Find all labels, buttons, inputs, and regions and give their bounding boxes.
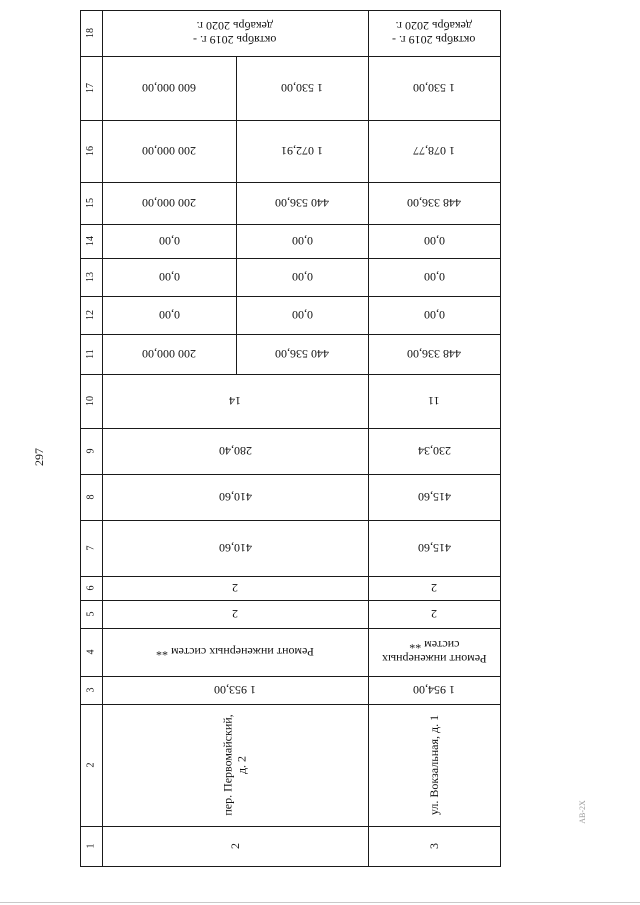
header-col-7-text: 7 (85, 545, 96, 551)
row-2-col-3-text: 1 953,00 (214, 683, 256, 697)
row-3-col-9 (368, 428, 500, 474)
row-3-col-5-text: 2 (431, 607, 437, 621)
row-2-col-7 (102, 520, 368, 576)
row-2-col-6 (102, 576, 368, 600)
row-2-col-15-a-text: 440 536,00 (275, 196, 329, 210)
header-col-7 (80, 520, 102, 576)
watermark: AB-2X (578, 800, 587, 824)
header-col-17-text: 17 (85, 83, 96, 93)
row-2-col-9 (102, 428, 368, 474)
row-3-col-3-text: 1 954,00 (413, 683, 455, 697)
row-2-col-2 (102, 704, 368, 826)
row-2-col-12-b-text: 0,00 (158, 308, 180, 322)
header-col-18-text: 18 (85, 28, 96, 38)
row-2-col-17-b (102, 56, 236, 120)
header-col-4-text: 4 (85, 649, 96, 655)
header-col-18 (80, 10, 102, 56)
row-3-col-1 (368, 826, 500, 866)
row-2-col-12-a (236, 296, 368, 334)
row-3-col-15 (368, 182, 500, 224)
row-2-col-14-b-text: 0,00 (158, 234, 180, 248)
row-2-col-14-b (102, 224, 236, 258)
header-col-5 (80, 600, 102, 628)
row-3-col-11 (368, 334, 500, 374)
row-3-col-13-text: 0,00 (423, 270, 445, 284)
row-2-col-16-a-text: 1 072,91 (281, 144, 323, 158)
row-2-col-15-a (236, 182, 368, 224)
header-col-6-text: 6 (85, 585, 96, 591)
row-2-col-16-a (236, 120, 368, 182)
row-2-col-8-text: 410,60 (218, 490, 252, 504)
row-2-col-1 (102, 826, 368, 866)
row-2-col-14-a-text: 0,00 (291, 234, 313, 248)
row-2-col-18-text: октябрь 2019 г. - декабрь 2020 г. (193, 19, 277, 47)
header-col-8-text: 8 (85, 494, 96, 500)
row-2-col-11-a (236, 334, 368, 374)
row-3-col-2-text: ул. Вокзальная, д. 1 (427, 714, 441, 816)
header-col-11-text: 11 (84, 349, 96, 359)
header-col-9 (80, 428, 102, 474)
row-3-col-10 (368, 374, 500, 428)
page-number: 297 (32, 448, 46, 466)
header-col-8 (80, 474, 102, 520)
row-3-col-9-text: 230,34 (417, 444, 451, 458)
row-2-col-1-text: 2 (228, 843, 242, 849)
row-2-col-8 (102, 474, 368, 520)
header-col-10 (80, 374, 102, 428)
header-col-14 (80, 224, 102, 258)
header-col-16-text: 16 (85, 146, 96, 156)
row-3-col-1-text: 3 (427, 843, 441, 849)
header-col-11 (80, 334, 102, 374)
row-2-col-13-a-text: 0,00 (291, 270, 313, 284)
row-2-col-4-text: Ремонт инженерных систем ** (156, 645, 314, 659)
row-2-col-4 (102, 628, 368, 676)
header-col-9-text: 9 (85, 448, 96, 454)
row-3-col-5 (368, 600, 500, 628)
row-3-col-17-text: 1 530,00 (413, 81, 455, 95)
row-3-col-15-text: 448 336,00 (407, 196, 461, 210)
header-col-16 (80, 120, 102, 182)
row-2-col-15-b (102, 182, 236, 224)
row-3-col-4-text: Ремонт инженерных систем ** (381, 638, 487, 666)
header-col-6 (80, 576, 102, 600)
row-3-col-14 (368, 224, 500, 258)
row-3-col-6 (368, 576, 500, 600)
row-2-col-5 (102, 600, 368, 628)
header-col-2 (80, 704, 102, 826)
row-2-col-7-text: 410,60 (218, 541, 252, 555)
row-2-col-16-b (102, 120, 236, 182)
row-3-col-18-text: октябрь 2019 г. - декабрь 2020 г. (392, 19, 476, 47)
row-3-col-11-text: 448 336,00 (407, 347, 461, 361)
row-3-col-2 (368, 704, 500, 826)
row-3-col-17 (368, 56, 500, 120)
header-col-14-text: 14 (85, 236, 96, 246)
row-2-col-11-a-text: 440 536,00 (275, 347, 329, 361)
row-2-col-13-b (102, 258, 236, 296)
header-col-1 (80, 826, 102, 866)
header-col-3 (80, 676, 102, 704)
row-3-col-3 (368, 676, 500, 704)
header-col-12-text: 12 (85, 310, 96, 320)
row-3-col-16-text: 1 078,77 (413, 144, 455, 158)
row-2-col-13-b-text: 0,00 (158, 270, 180, 284)
header-col-15-text: 15 (85, 198, 96, 208)
page-bottom-edge (0, 902, 640, 903)
header-col-13-text: 13 (85, 272, 96, 282)
header-col-17 (80, 56, 102, 120)
row-2-col-14-a (236, 224, 368, 258)
row-3-col-18 (368, 10, 500, 56)
row-3-col-4 (368, 628, 500, 676)
row-3-col-14-text: 0,00 (423, 234, 445, 248)
row-2-col-17-a (236, 56, 368, 120)
header-col-12 (80, 296, 102, 334)
row-2-col-17-a-text: 1 530,00 (281, 81, 323, 95)
row-2-col-12-a-text: 0,00 (291, 308, 313, 322)
row-3-col-10-text: 11 (428, 394, 440, 408)
header-col-5-text: 5 (85, 611, 96, 617)
header-col-1-text: 1 (85, 843, 96, 849)
row-3-col-7-text: 415,60 (417, 541, 451, 555)
row-3-col-13 (368, 258, 500, 296)
row-2-col-10-text: 14 (229, 394, 241, 408)
row-3-col-6-text: 2 (431, 581, 437, 595)
row-3-col-16 (368, 120, 500, 182)
header-col-4 (80, 628, 102, 676)
row-2-col-3 (102, 676, 368, 704)
row-2-col-6-text: 2 (232, 581, 238, 595)
header-col-13 (80, 258, 102, 296)
row-2-col-16-b-text: 200 000,00 (142, 144, 196, 158)
row-2-col-15-b-text: 200 000,00 (142, 196, 196, 210)
header-col-2-text: 2 (85, 762, 96, 768)
row-2-col-10 (102, 374, 368, 428)
row-3-col-8 (368, 474, 500, 520)
row-3-col-7 (368, 520, 500, 576)
row-2-col-11-b (102, 334, 236, 374)
row-2-col-18 (102, 10, 368, 56)
row-2-col-17-b-text: 600 000,00 (142, 81, 196, 95)
header-col-15 (80, 182, 102, 224)
row-3-col-12-text: 0,00 (423, 308, 445, 322)
header-col-3-text: 3 (85, 687, 96, 693)
row-2-col-11-b-text: 200 000,00 (142, 347, 196, 361)
row-2-col-9-text: 280,40 (218, 444, 252, 458)
row-2-col-2-text: пер. Первомайский, д. 2 (220, 714, 249, 816)
row-3-col-12 (368, 296, 500, 334)
row-2-col-5-text: 2 (232, 607, 238, 621)
row-2-col-13-a (236, 258, 368, 296)
row-3-col-8-text: 415,60 (417, 490, 451, 504)
header-col-10-text: 10 (85, 396, 96, 406)
row-2-col-12-b (102, 296, 236, 334)
